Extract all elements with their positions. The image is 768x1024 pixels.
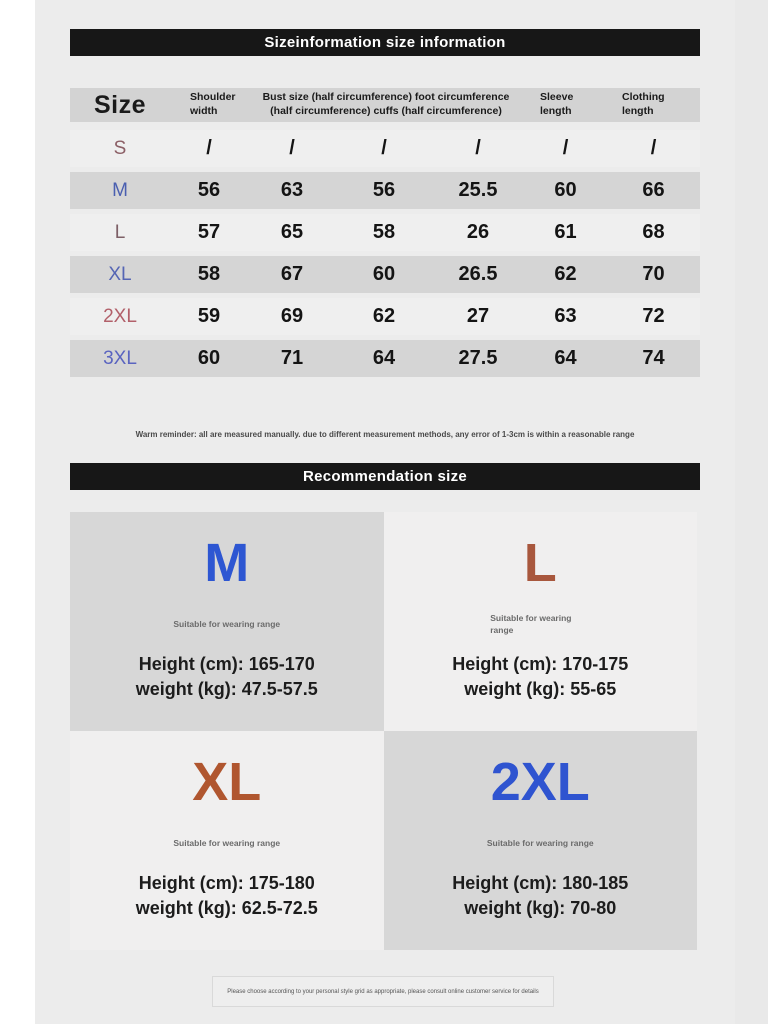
cell-value: / <box>289 137 295 159</box>
recommendation-cell-2xl <box>384 731 698 950</box>
table-row-m <box>70 172 700 209</box>
weight-range: weight (kg): 47.5-57.5 <box>135 679 318 699</box>
cell-value: 71 <box>280 347 304 369</box>
cell-value: / <box>381 137 387 159</box>
height-range: Height (cm): 170-175 <box>452 654 629 674</box>
consult-service-note <box>212 976 554 1007</box>
recommendation-grid <box>70 512 697 950</box>
size-label: XL <box>108 263 132 285</box>
size-letter-xl: XL <box>192 752 262 812</box>
cell-value: 64 <box>372 347 396 369</box>
size-label: S <box>113 137 127 159</box>
cell-value: 62 <box>372 305 396 327</box>
cell-value: / <box>562 137 569 159</box>
size-letter-l: L <box>523 533 557 593</box>
height-range: Height (cm): 175-180 <box>138 873 315 893</box>
recommendation-cell-m <box>70 512 384 731</box>
size-letter-2xl: 2XL <box>490 752 590 812</box>
table-row-xl <box>70 256 700 293</box>
cell-value: 56 <box>372 179 396 201</box>
cell-value: 70 <box>642 263 665 285</box>
table-row-s <box>70 130 700 167</box>
right-margin-strip <box>735 0 768 1024</box>
cell-value: 26 <box>466 221 490 243</box>
cell-value: 60 <box>372 263 396 285</box>
cell-value: 69 <box>280 305 304 327</box>
size-information-title: Sizeinformation size information <box>264 34 506 51</box>
cell-value: 26.5 <box>458 263 498 285</box>
recommendation-title: Recommendation size <box>302 468 468 485</box>
size-label: 2XL <box>103 305 137 327</box>
wearing-range-caption: Suitable for wearing range <box>486 838 594 849</box>
cell-value: 60 <box>197 347 221 369</box>
height-range: Height (cm): 180-185 <box>452 873 629 893</box>
size-letter-m: M <box>204 533 250 593</box>
cell-value: 27 <box>466 305 490 327</box>
cell-value: 27.5 <box>458 347 498 369</box>
cell-value: 68 <box>642 221 665 243</box>
size-table-header <box>70 88 700 122</box>
cell-value: 25.5 <box>458 179 498 201</box>
size-table-body <box>70 130 700 377</box>
size-table <box>70 88 700 382</box>
cell-value: 58 <box>372 221 396 243</box>
cell-value: 56 <box>197 179 221 201</box>
cell-value: 74 <box>642 347 665 369</box>
size-label: 3XL <box>103 347 137 369</box>
size-label: M <box>112 179 128 201</box>
cell-value: 59 <box>197 305 221 327</box>
wearing-range-caption: Suitable for wearing range <box>173 838 281 849</box>
table-row-l <box>70 214 700 251</box>
cell-value: / <box>206 137 212 159</box>
range-lines <box>452 871 628 921</box>
wearing-range-caption: Suitable for wearing range <box>490 613 572 635</box>
cell-value: 58 <box>197 263 221 285</box>
header-clothing-length: Clothing length <box>622 91 665 117</box>
wearing-range-caption: Suitable for wearing range <box>173 619 281 630</box>
recommendation-cell-l <box>384 512 698 731</box>
table-row-3xl <box>70 340 700 377</box>
cell-value: 72 <box>642 305 665 327</box>
size-label: L <box>114 221 126 243</box>
cell-value: / <box>650 137 657 159</box>
header-size: Size <box>93 90 147 119</box>
cell-value: 61 <box>554 221 577 243</box>
recommendation-cell-xl <box>70 731 384 950</box>
cell-value: 63 <box>554 305 577 327</box>
cell-value: 62 <box>554 263 577 285</box>
weight-range: weight (kg): 62.5-72.5 <box>135 898 318 918</box>
measurement-disclaimer: Warm reminder: all are measured manually. due to different measurement methods, any error of 1-3cm is within a reasonable range <box>135 430 635 439</box>
range-lines <box>452 652 628 702</box>
cell-value: 60 <box>554 179 577 201</box>
weight-range: weight (kg): 70-80 <box>464 898 617 918</box>
recommendation-banner <box>70 463 700 490</box>
cell-value: 64 <box>554 347 577 369</box>
cell-value: / <box>475 137 481 159</box>
table-row-2xl <box>70 298 700 335</box>
cell-value: 66 <box>642 179 665 201</box>
header-sleeve-length: Sleeve length <box>540 91 574 117</box>
header-shoulder-width: Shoulder width <box>190 91 236 117</box>
cell-value: 65 <box>280 221 304 243</box>
consult-service-text: Please choose according to your personal style grid as appropriate, please consult online customer service for details <box>227 988 539 995</box>
range-lines <box>136 871 318 921</box>
range-lines <box>136 652 318 702</box>
header-bust-foot-cuffs: Bust size (half circumference) foot circumference (half circumference) cuffs (half circumference) <box>262 91 510 117</box>
cell-value: 57 <box>197 221 221 243</box>
weight-range: weight (kg): 55-65 <box>464 679 617 699</box>
height-range: Height (cm): 165-170 <box>138 654 315 674</box>
size-information-banner <box>70 29 700 56</box>
cell-value: 67 <box>280 263 304 285</box>
cell-value: 63 <box>280 179 304 201</box>
